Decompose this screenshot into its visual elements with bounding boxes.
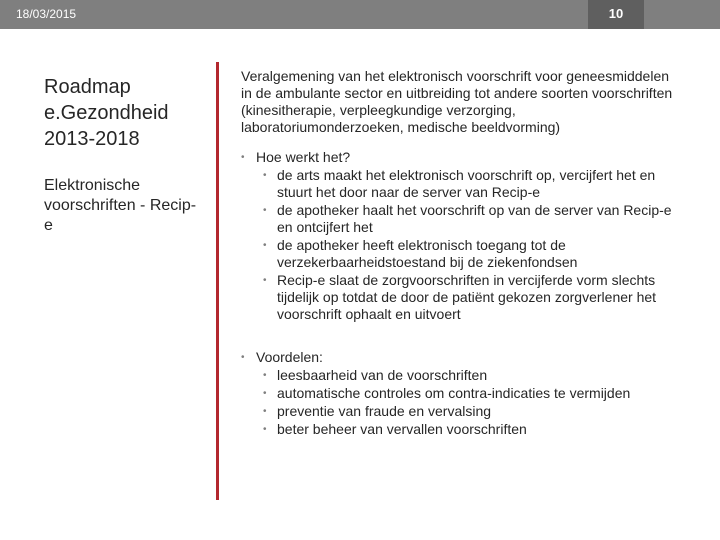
page-number-box xyxy=(588,0,644,29)
section-how-it-works xyxy=(241,149,681,323)
list-item-text: de arts maakt het elektronisch voorschrift op, vercijfert het en stuurt het door naar de server van Recip-e xyxy=(277,167,656,200)
list-item xyxy=(256,403,681,420)
slide-title: Roadmap e.Gezondheid 2013-2018 xyxy=(44,76,169,150)
list-item-text: automatische controles om contra-indicaties te vermijden xyxy=(277,385,631,401)
bullet-icon: • xyxy=(263,424,267,435)
vertical-divider xyxy=(216,62,219,500)
section-label: Voordelen: xyxy=(256,349,323,365)
list-item-text: beter beheer van vervallen voorschriften xyxy=(277,421,527,437)
bullet-icon: • xyxy=(263,406,267,417)
intro-paragraph: Veralgemening van het elektronisch voorschrift voor geneesmiddelen in de ambulante sector en uitbreiding tot andere soorten voorschriften (kinesitherapie, verpleegkundige verzorging, laboratoriumonderzoeken, medische beeldvorming) xyxy=(241,68,673,135)
list-item-text: preventie van fraude en vervalsing xyxy=(277,403,492,419)
header-bar xyxy=(0,0,720,29)
section-label: Hoe werkt het? xyxy=(256,149,351,165)
section-list xyxy=(241,149,681,438)
list-item xyxy=(256,385,681,402)
list-item-text: de apotheker haalt het voorschrift op van de server van Recip-e en ontcijfert het xyxy=(277,202,672,235)
list-item-text: Recip-e slaat de zorgvoorschriften in vercijferde vorm slechts tijdelijk op totdat de door de patiënt gekozen zorgverlener het voorschrift ophaalt en uitvoert xyxy=(277,272,657,322)
bullet-icon: • xyxy=(263,170,267,181)
list-item-text: de apotheker heeft elektronisch toegang tot de verzekerbaarheidstoestand bij de ziekenfondsen xyxy=(277,237,578,270)
bullet-icon: • xyxy=(241,352,245,363)
page-number: 10 xyxy=(608,6,624,21)
list-item xyxy=(256,167,681,201)
list-item xyxy=(256,202,681,236)
list-item xyxy=(256,367,681,384)
bullet-icon: • xyxy=(263,240,267,251)
bullet-icon: • xyxy=(263,370,267,381)
content-body xyxy=(241,68,681,464)
section-advantages xyxy=(241,349,681,438)
slide-subtitle: Elektronische voorschriften - Recip-e xyxy=(44,177,197,234)
list-item xyxy=(256,272,681,323)
sub-list xyxy=(256,167,681,323)
bullet-icon: • xyxy=(263,275,267,286)
bullet-icon: • xyxy=(263,205,267,216)
sub-list xyxy=(256,367,681,438)
slide-date: 18/03/2015 xyxy=(16,7,77,21)
list-item xyxy=(256,421,681,438)
list-item xyxy=(256,237,681,271)
bullet-icon: • xyxy=(263,388,267,399)
list-item-text: leesbaarheid van de voorschriften xyxy=(277,367,488,383)
bullet-icon: • xyxy=(241,152,245,163)
